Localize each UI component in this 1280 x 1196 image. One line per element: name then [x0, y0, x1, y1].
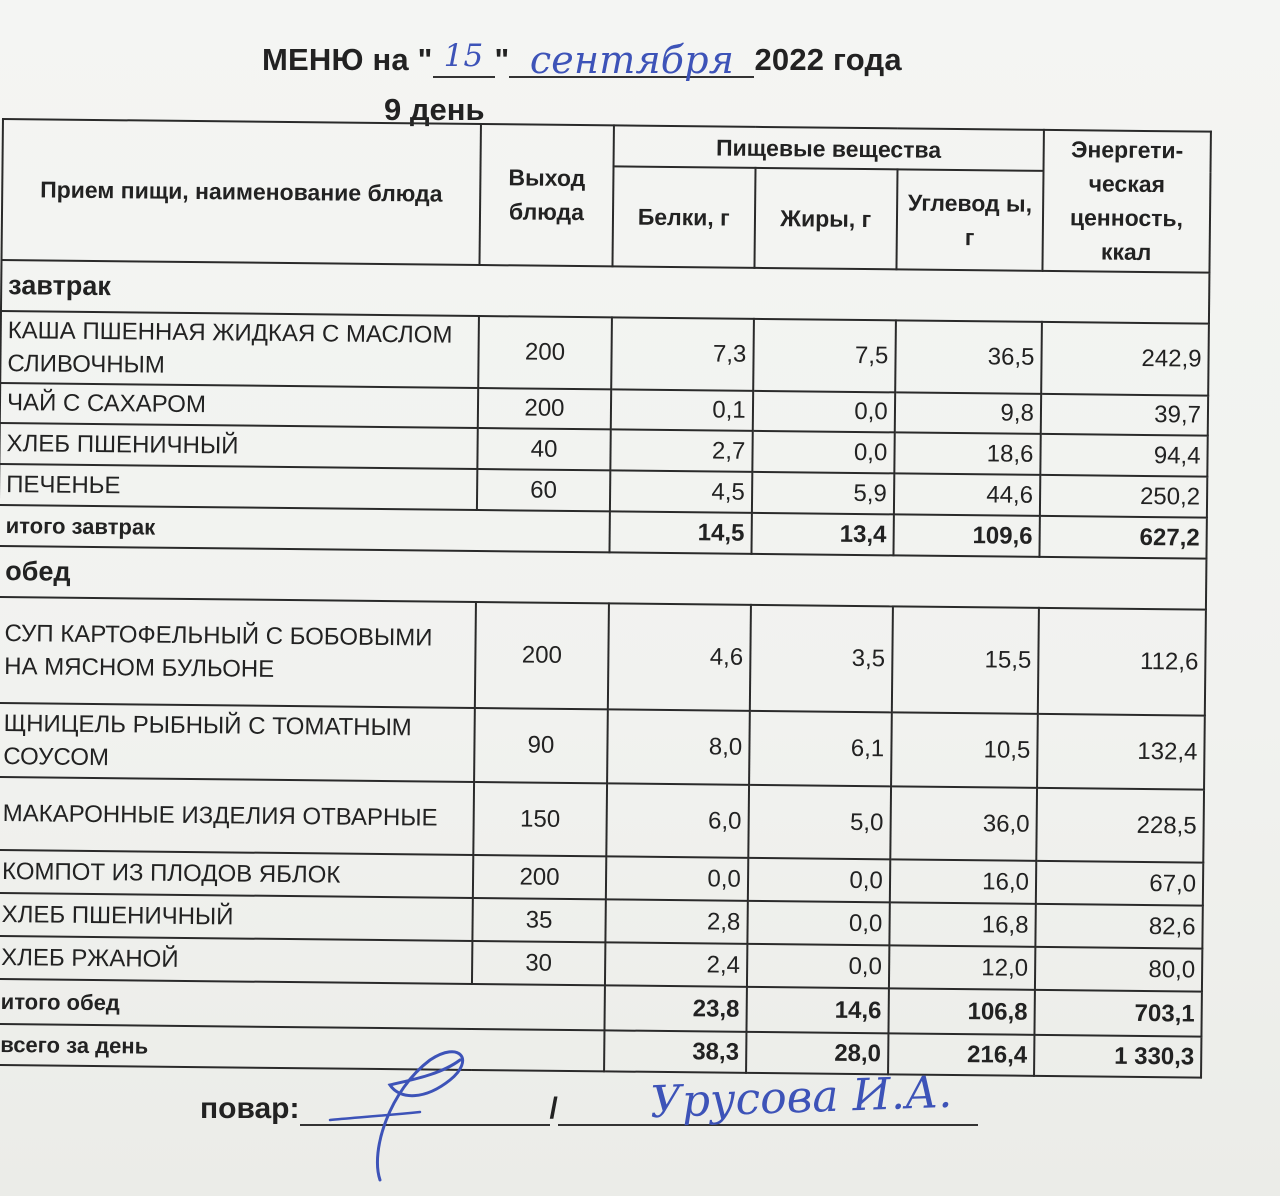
dish-name: ЩНИЦЕЛЬ РЫБНЫЙ С ТОМАТНЫМ СОУСОМ — [0, 703, 475, 782]
dish-fat: 6,1 — [749, 711, 892, 786]
dish-carbs: 10,5 — [891, 713, 1038, 788]
dish-name: СУП КАРТОФЕЛЬНЫЙ С БОБОВЫМИ НА МЯСНОМ БУЛЬОНЕ — [0, 597, 476, 708]
section-title: завтрак — [1, 260, 1209, 324]
dish-name: ХЛЕБ РЖАНОЙ — [0, 936, 473, 984]
total-carbs: 109,6 — [893, 514, 1040, 556]
dish-fat: 7,5 — [753, 319, 896, 392]
total-protein: 38,3 — [604, 1030, 746, 1072]
col-fat-header: Жиры, г — [754, 168, 897, 269]
dish-yield: 30 — [472, 941, 605, 985]
dish-kcal: 80,0 — [1035, 947, 1203, 992]
menu-table — [0, 118, 1212, 1079]
signature-scribble — [310, 1020, 510, 1190]
table-row — [0, 777, 1204, 863]
dish-carbs: 9,8 — [894, 392, 1041, 434]
dish-fat: 5,9 — [752, 472, 894, 514]
dish-name: КОМПОТ ИЗ ПЛОДОВ ЯБЛОК — [0, 850, 473, 898]
dish-kcal: 228,5 — [1036, 788, 1204, 863]
dish-carbs: 16,0 — [890, 860, 1037, 904]
dish-name: ПЕЧЕНЬЕ — [0, 464, 478, 510]
section-title: обед — [0, 546, 1206, 610]
dish-fat: 0,0 — [748, 858, 890, 902]
cook-name-handwritten: Урусова И.А. — [649, 1066, 953, 1129]
dish-kcal: 94,4 — [1040, 434, 1207, 477]
dish-protein: 2,4 — [605, 943, 747, 987]
dish-kcal: 132,4 — [1037, 714, 1205, 789]
dish-yield: 200 — [473, 855, 606, 899]
dish-yield: 200 — [478, 316, 611, 389]
dish-yield: 35 — [473, 898, 606, 942]
total-protein: 14,5 — [609, 512, 751, 554]
table-row — [0, 703, 1205, 789]
dish-protein: 4,5 — [610, 471, 752, 513]
dish-kcal: 67,0 — [1036, 861, 1204, 906]
total-label: итого обед — [0, 979, 605, 1030]
date-day-blank — [433, 38, 495, 78]
dish-fat: 5,0 — [748, 785, 891, 860]
dish-yield: 200 — [478, 388, 611, 430]
dish-kcal: 112,6 — [1038, 608, 1206, 716]
total-kcal: 627,2 — [1039, 516, 1206, 559]
day-label: 9 день — [384, 92, 485, 127]
dish-protein: 4,6 — [608, 603, 751, 711]
dish-kcal: 82,6 — [1035, 904, 1203, 949]
date-month: сентября — [529, 38, 735, 82]
dish-fat: 3,5 — [750, 605, 893, 713]
dish-kcal: 39,7 — [1041, 393, 1208, 436]
total-kcal: 1 330,3 — [1034, 1035, 1201, 1078]
total-fat: 28,0 — [746, 1032, 888, 1074]
col-yield-header: Выход блюда — [480, 124, 614, 266]
dish-carbs: 18,6 — [894, 433, 1041, 475]
table-row — [0, 311, 1209, 395]
dish-protein: 8,0 — [607, 710, 750, 785]
dish-yield: 40 — [478, 428, 611, 470]
dish-kcal: 242,9 — [1041, 322, 1209, 395]
dish-name: КАША ПШЕННАЯ ЖИДКАЯ С МАСЛОМ СЛИВОЧНЫМ — [0, 311, 479, 388]
dish-protein: 0,1 — [611, 389, 753, 431]
dish-protein: 2,7 — [610, 430, 752, 472]
total-fat: 13,4 — [751, 513, 893, 555]
dish-fat: 0,0 — [747, 944, 889, 988]
total-carbs: 216,4 — [888, 1033, 1035, 1075]
dish-yield: 60 — [477, 469, 610, 511]
dish-protein: 2,8 — [605, 900, 747, 944]
date-day: 15 — [443, 38, 484, 74]
col-nutrients-header: Пищевые вещества — [613, 125, 1044, 171]
dish-fat: 0,0 — [753, 390, 895, 432]
dish-name: ХЛЕБ ПШЕНИЧНЫЙ — [0, 893, 473, 941]
total-protein: 23,8 — [604, 985, 746, 1031]
col-meal-header: Прием пищи, наименование блюда — [2, 119, 482, 265]
total-carbs: 106,8 — [888, 988, 1035, 1034]
dish-fat: 0,0 — [752, 431, 894, 473]
dish-yield: 150 — [473, 782, 606, 857]
dish-protein: 0,0 — [606, 857, 748, 901]
dish-yield: 200 — [475, 602, 609, 710]
total-fat: 14,6 — [746, 987, 888, 1033]
dish-protein: 6,0 — [606, 783, 749, 858]
dish-carbs: 16,8 — [889, 903, 1036, 947]
total-label: всего за день — [0, 1024, 604, 1071]
dish-carbs: 15,5 — [892, 606, 1039, 714]
signature-separator: / — [549, 1092, 558, 1125]
dish-carbs: 36,0 — [890, 786, 1037, 861]
total-label: итого завтрак — [0, 505, 610, 552]
table-row — [0, 597, 1206, 716]
menu-title: МЕНЮ на " 15 " сентября 2022 года — [262, 38, 902, 82]
dish-carbs: 44,6 — [894, 474, 1041, 516]
dish-carbs: 36,5 — [895, 320, 1042, 393]
dish-protein: 7,3 — [611, 317, 754, 390]
dish-name: МАКАРОННЫЕ ИЗДЕЛИЯ ОТВАРНЫЕ — [0, 777, 474, 856]
dish-fat: 0,0 — [747, 901, 889, 945]
dish-yield: 90 — [474, 708, 607, 783]
dish-name: ЧАЙ С САХАРОМ — [0, 383, 478, 429]
col-energy-header: Энергети-ческая ценность, ккал — [1042, 130, 1211, 273]
date-month-blank — [509, 38, 754, 82]
dish-carbs: 12,0 — [889, 946, 1036, 990]
col-carbs-header: Углевод ы, г — [896, 170, 1043, 271]
total-kcal: 703,1 — [1034, 990, 1202, 1037]
col-protein-header: Белки, г — [612, 167, 755, 268]
dish-name: ХЛЕБ ПШЕНИЧНЫЙ — [0, 423, 478, 469]
dish-kcal: 250,2 — [1040, 475, 1207, 518]
cook-label: повар: — [200, 1092, 300, 1125]
